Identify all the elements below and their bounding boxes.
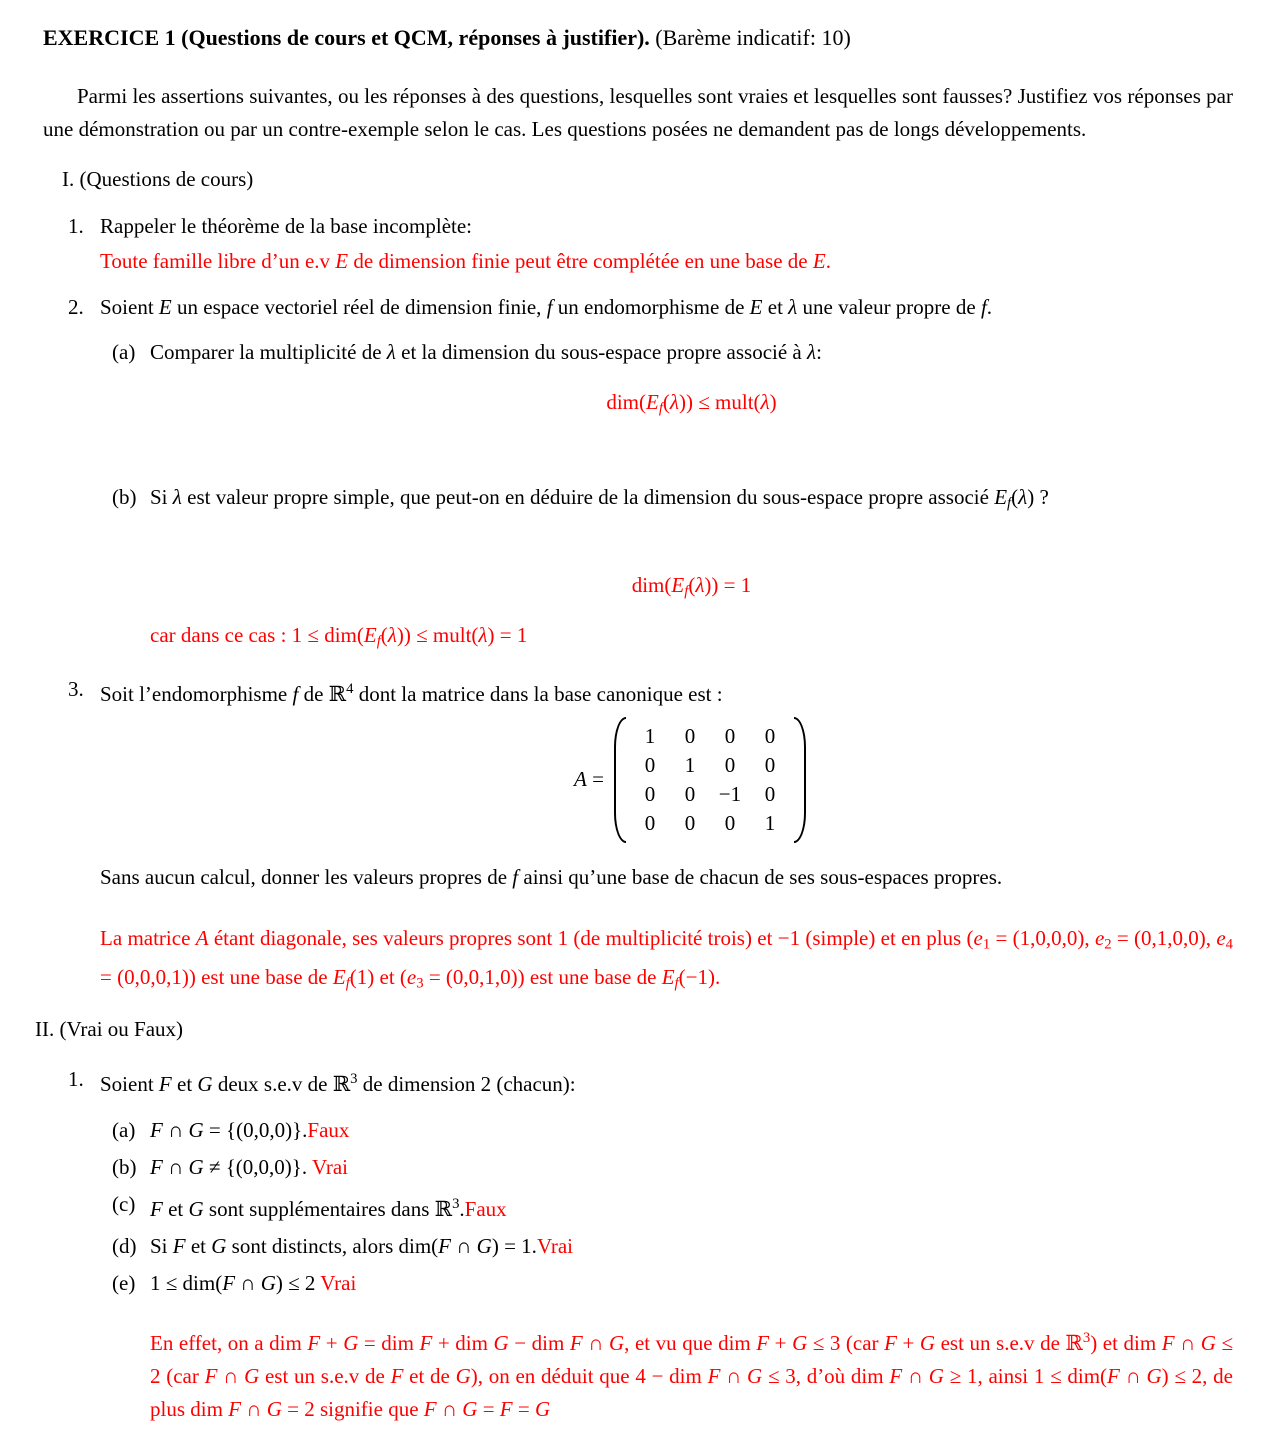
vf-item-c-verdict: Faux xyxy=(464,1197,507,1222)
vf-item-a-verdict: Faux xyxy=(307,1118,350,1143)
exercise-title-main: EXERCICE 1 (Questions de cours et QCM, réponses à justifier). xyxy=(43,25,650,50)
vf-item-e xyxy=(43,1267,1233,1300)
matrix-a xyxy=(614,717,806,843)
matrix-cell: 0 xyxy=(764,781,776,806)
question-3-text: Soit l’endomorphisme f de ℝ$^4$ dont la matrice dans la base canonique est : xyxy=(100,680,723,706)
question-1-answer: Toute famille libre d’un e.v E de dimension finie peut être complétée en une base de E. xyxy=(100,249,831,273)
exercise-title-score: (Barème indicatif: 10) xyxy=(649,25,851,50)
vf-item-a-statement: F ∩ G = {(0,0,0)}. xyxy=(150,1118,308,1143)
formula-dim-eq-1: dim(Ef(λ)) = 1 xyxy=(631,573,752,601)
subquestion-2a-text: Comparer la multiplicité de λ et la dimension du sous-espace propre associé à λ: xyxy=(150,340,822,364)
vf-item-c xyxy=(43,1188,1233,1226)
matrix-cell: 0 xyxy=(764,752,776,777)
matrix-equation xyxy=(43,717,1233,843)
vf-question-1-number: 1. xyxy=(68,1067,84,1092)
vf-question-1 xyxy=(43,1063,1233,1101)
question-3-followup: Sans aucun calcul, donner les valeurs propres de f ainsi qu’une base de chacun de ses sous-espaces propres. xyxy=(100,864,1003,889)
question-2-number: 2. xyxy=(68,295,84,319)
matrix-cell: 1 xyxy=(644,723,656,748)
matrix-lhs: A = xyxy=(574,767,604,792)
subquestion-2b xyxy=(43,481,1233,521)
vf-justification: En effet, on a dim F + G = dim F + dim G − dim F ∩ G, et vu que dim F + G ≤ 3 (car F + G est un s.e.v de ℝ$^3$) et dim F ∩ G ≤ 2 (car F ∩ G est un s.e.v de F et de G), on en déduit que 4 − dim F ∩ G ≤ 3, d’où dim F ∩ G ≥ 1, ainsi 1 ≤ dim(F ∩ G) ≤ 2, de plus dim F ∩ G = 2 signifie que F ∩ G = F = G xyxy=(150,1330,1234,1422)
vf-item-d-label: (d) xyxy=(112,1234,137,1259)
vf-item-d-statement: Si F et G sont distincts, alors dim(F ∩ G) = 1. xyxy=(150,1234,537,1259)
matrix-cell: 0 xyxy=(724,752,736,777)
question-1-text: Rappeler le théorème de la base incomplète: xyxy=(100,214,473,238)
vf-item-c-label: (c) xyxy=(112,1192,136,1217)
matrix-cell: 0 xyxy=(684,723,696,748)
matrix-cell: 0 xyxy=(724,810,736,835)
question-1-number: 1. xyxy=(68,214,84,238)
subquestion-2b-answer-note: car dans ce cas : 1 ≤ dim(Ef(λ)) ≤ mult(λ) = 1 xyxy=(150,623,528,650)
vf-question-1-text: Soient F et G deux s.e.v de ℝ$^3$ de dimension 2 (chacun): xyxy=(100,1071,576,1097)
vf-item-b-verdict: Vrai xyxy=(311,1155,349,1180)
vf-item-c-statement: F et G sont supplémentaires dans ℝ$^3$. xyxy=(150,1196,465,1222)
question-2-text: Soient E un espace vectoriel réel de dimension finie, f un endomorphisme de E et λ une valeur propre de f. xyxy=(100,295,993,319)
vf-item-e-verdict: Vrai xyxy=(320,1271,357,1296)
matrix-cell: 1 xyxy=(684,752,696,777)
vf-item-b-label: (b) xyxy=(112,1155,137,1180)
intro-paragraph: Parmi les assertions suivantes, ou les réponses à des questions, lesquelles sont vraies et lesquelles sont fausses? Justifiez vos réponses par une démonstration ou par un contre-exemple selon le cas. Les questions posées ne demandent pas de longs développements. xyxy=(43,84,1233,141)
vf-item-a xyxy=(43,1114,1233,1147)
vf-item-e-label: (e) xyxy=(112,1271,136,1296)
section-2-heading: II. (Vrai ou Faux) xyxy=(35,1017,184,1042)
formula-dim-leq-mult: dim(Ef(λ)) ≤ mult(λ) xyxy=(606,390,777,417)
subquestion-2b-text: Si λ est valeur propre simple, que peut-on en déduire de la dimension du sous-espace propre associé Ef(λ) ? xyxy=(150,484,1049,512)
matrix-paren-left xyxy=(614,717,626,843)
question-3-answer: La matrice A étant diagonale, ses valeurs propres sont 1 (de multiplicité trois) et −1 (simple) et en plus (e1 = (1,0,0,0), e2 = (0,1,0,0), e4 = (0,0,0,1)) est une base de Ef(1) et (e3 = (0,0,1,0)) est une base de Ef(−1). xyxy=(100,925,1234,993)
matrix-paren-right xyxy=(794,717,806,843)
subquestion-2b-label: (b) xyxy=(112,484,137,509)
matrix-cell: −1 xyxy=(718,781,742,806)
matrix-wrap xyxy=(574,717,806,843)
vf-item-e-statement: 1 ≤ dim(F ∩ G) ≤ 2 xyxy=(150,1271,321,1296)
vf-item-a-label: (a) xyxy=(112,1118,136,1143)
vf-item-d xyxy=(43,1230,1233,1263)
matrix-cell: 0 xyxy=(644,752,656,777)
subquestion-2a-label: (a) xyxy=(112,340,136,364)
question-3 xyxy=(43,673,1233,711)
question-2 xyxy=(43,291,1233,324)
matrix-cell: 0 xyxy=(644,810,656,835)
vf-item-d-verdict: Vrai xyxy=(536,1234,573,1259)
matrix-grid xyxy=(626,717,794,843)
vf-item-b xyxy=(43,1151,1233,1184)
section-1-heading: I. (Questions de cours) xyxy=(62,167,254,191)
matrix-cell: 0 xyxy=(764,723,776,748)
vf-item-b-statement: F ∩ G ≠ {(0,0,0)}. xyxy=(150,1155,312,1180)
question-3-number: 3. xyxy=(68,676,84,701)
exercise-title xyxy=(43,21,1233,54)
subquestion-2a xyxy=(43,336,1233,369)
matrix-cell: 0 xyxy=(684,781,696,806)
matrix-cell: 0 xyxy=(644,781,656,806)
question-1 xyxy=(43,210,1233,243)
matrix-cell: 0 xyxy=(684,810,696,835)
matrix-cell: 1 xyxy=(764,810,776,835)
matrix-cell: 0 xyxy=(724,723,736,748)
